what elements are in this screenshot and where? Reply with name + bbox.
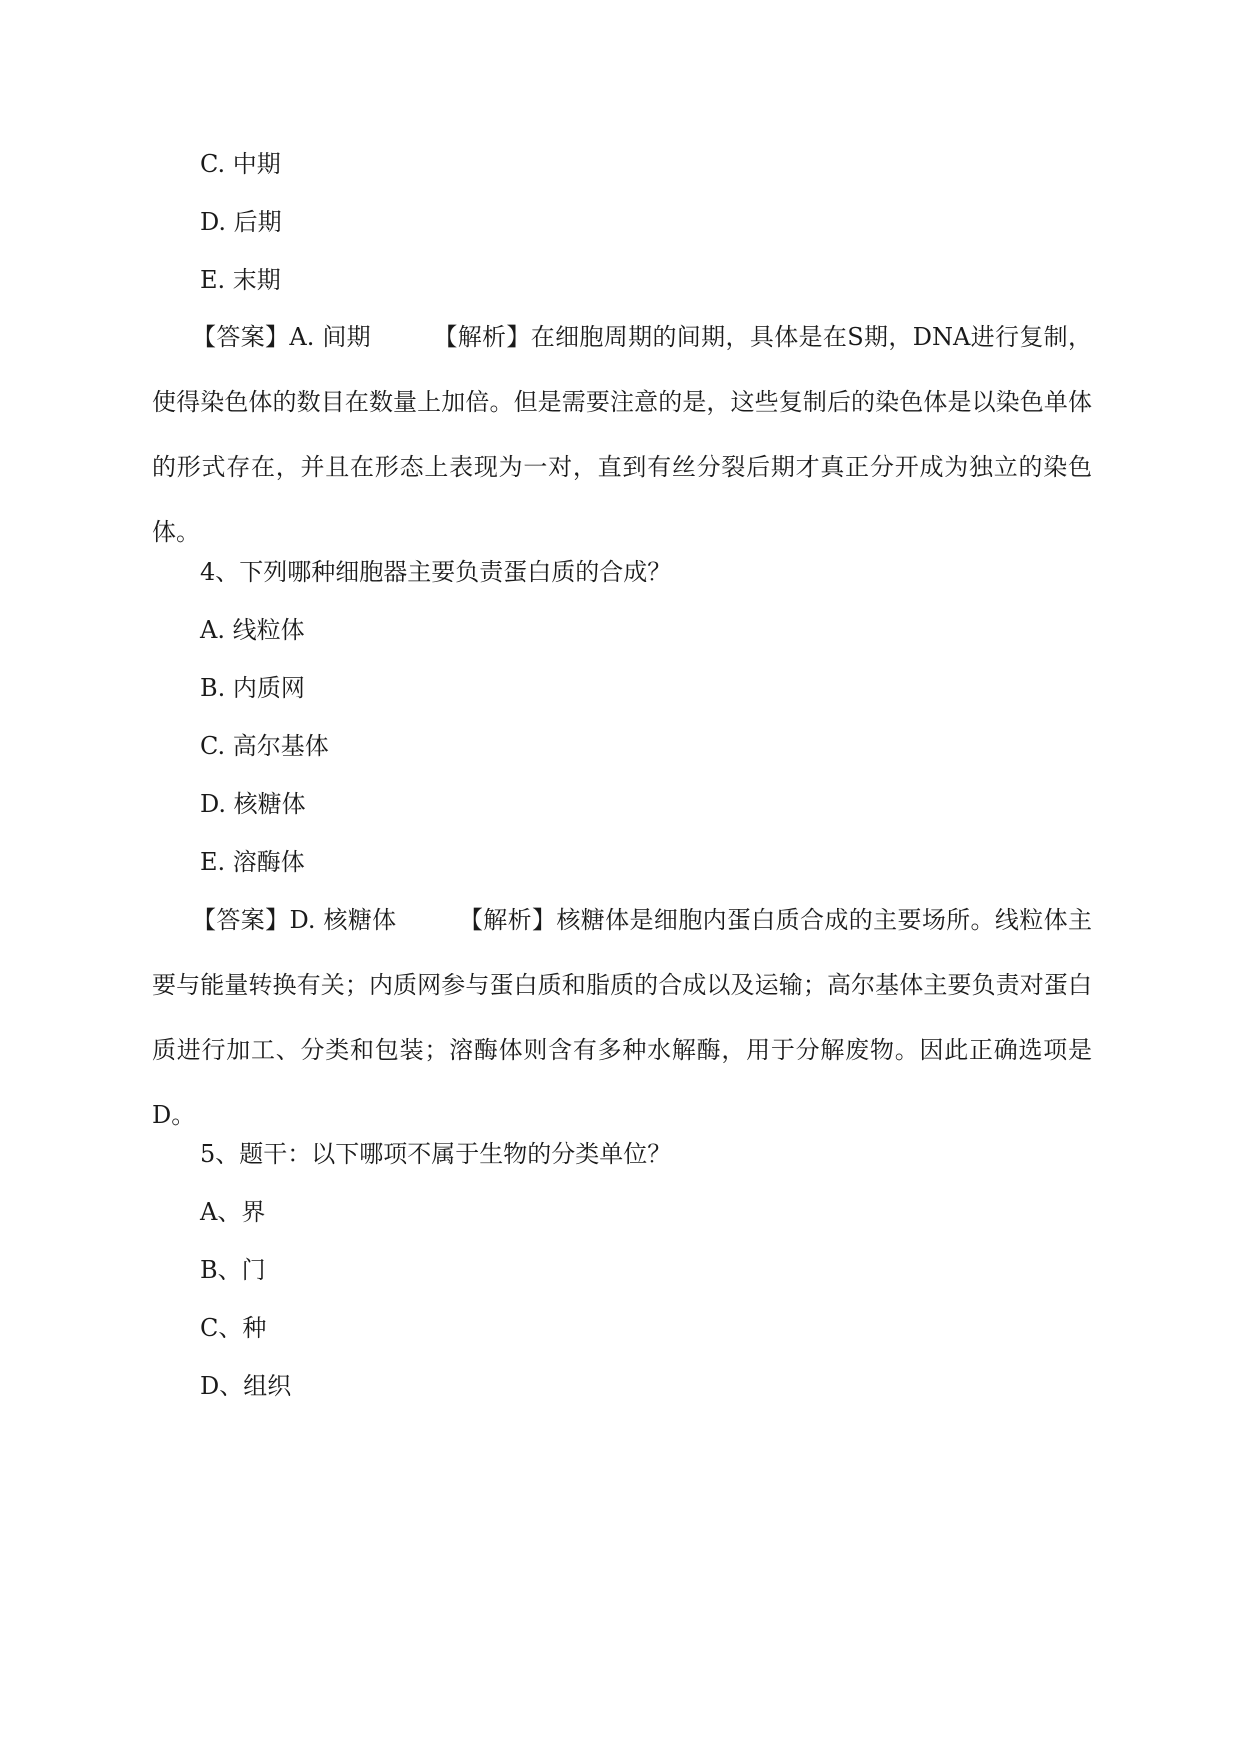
q4-option-c: C. 高尔基体 bbox=[200, 732, 329, 760]
q3-option-c: C. 中期 bbox=[200, 150, 281, 178]
q5-option-d: D、组织 bbox=[200, 1372, 292, 1400]
q4-option-b: B. 内质网 bbox=[200, 674, 305, 702]
q5-question: 5、题干：以下哪项不属于生物的分类单位？ bbox=[200, 1140, 672, 1168]
q4-option-e: E. 溶酶体 bbox=[200, 848, 305, 876]
q4-answer: 【答案】D. 核糖体 bbox=[192, 906, 397, 934]
q5-option-c: C、种 bbox=[200, 1314, 267, 1342]
q4-question: 4、下列哪种细胞器主要负责蛋白质的合成？ bbox=[200, 558, 672, 586]
q5-option-a: A、界 bbox=[200, 1198, 266, 1226]
q3-option-d: D. 后期 bbox=[200, 208, 282, 236]
q4-option-d: D. 核糖体 bbox=[200, 790, 306, 818]
q4-answer-paragraph bbox=[152, 888, 1092, 1148]
q4-analysis: 【解析】核糖体是细胞内蛋白质合成的主要场所。线粒体主要与能量转换有关；内质网参与蛋白质和脂质的合成以及运输；高尔基体主要负责对蛋白质进行加工、分类和包装；溶酶体则含有多种水解酶，用于分解废物。因此正确选项是D。 bbox=[152, 906, 1092, 1129]
q3-analysis: 【解析】在细胞周期的间期，具体是在S期，DNA进行复制，使得染色体的数目在数量上加倍。但是需要注意的是，这些复制后的染色体是以染色单体的形式存在，并且在形态上表现为一对，直到有丝分裂后期才真正分开成为独立的染色体。 bbox=[152, 323, 1093, 546]
q3-answer-paragraph bbox=[152, 305, 1092, 565]
q3-option-e: E. 末期 bbox=[200, 266, 281, 294]
q3-answer: 【答案】A. 间期 bbox=[192, 323, 372, 351]
q4-option-a: A. 线粒体 bbox=[200, 616, 305, 644]
q5-option-b: B、门 bbox=[200, 1256, 266, 1284]
